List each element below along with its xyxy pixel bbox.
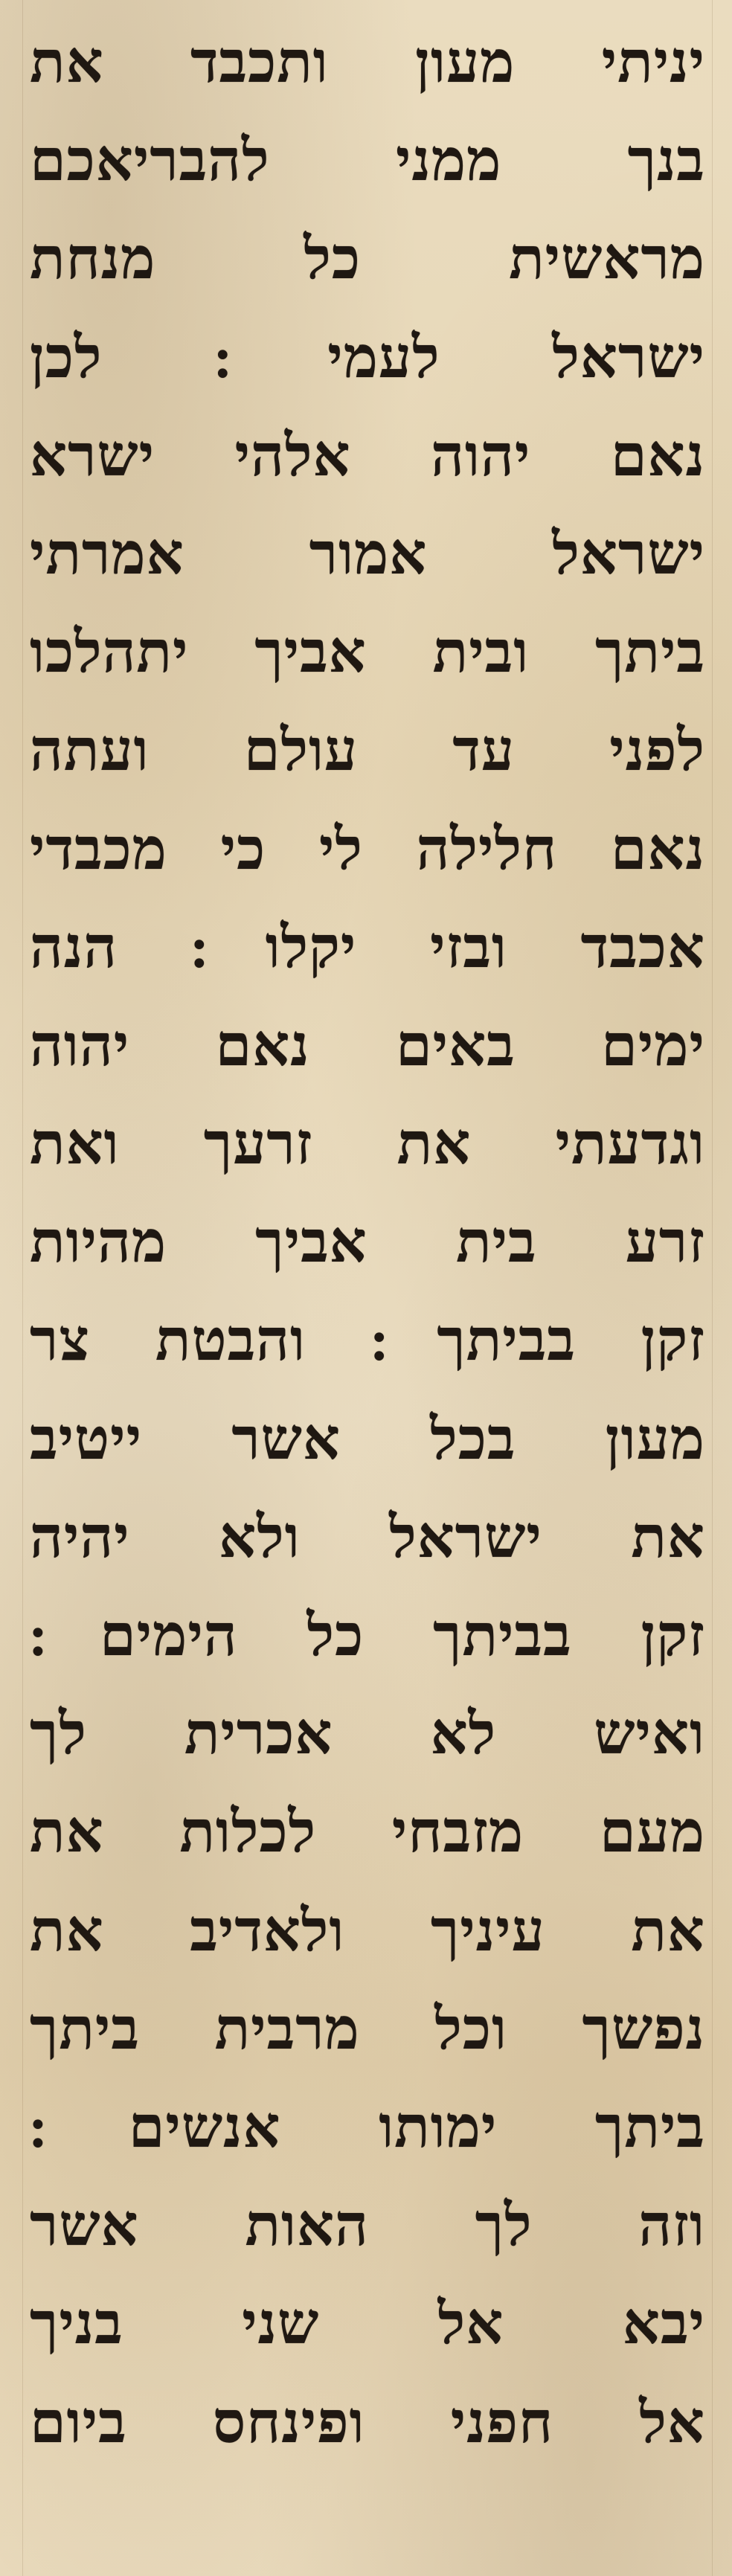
text-line-24: יבא אל שני בניך [30, 2290, 705, 2358]
text-line-8: לפני עד עולם ועתה [30, 716, 705, 785]
text-line-9: נאם חלילה לי כי מכבדי [30, 815, 705, 883]
text-line-5: נאם יהוה אלהי ישרא [30, 421, 705, 489]
text-line-13: זרע בית אביך מהיות [30, 1208, 705, 1276]
text-line-20: את עיניך ולאדיב את [30, 1896, 705, 1965]
text-line-4: ישראל לעמי ׃ לכן [30, 323, 705, 391]
text-line-19: מעם מזבחי לכלות את [30, 1798, 705, 1866]
right-ruling-line [712, 0, 713, 2576]
text-line-14: זקן בביתך ׃ והבטת צר [30, 1306, 705, 1375]
left-ruling-line [22, 0, 23, 2576]
text-line-15: מעון בכל אשר ייטיב [30, 1404, 705, 1473]
text-line-1: יניתי מעון ותכבד את [30, 28, 705, 96]
text-line-10: אכבד ובזי יקלו ׃ הנה [30, 913, 705, 981]
text-line-7: ביתך ובית אביך יתהלכו [30, 618, 705, 687]
text-line-22: ביתך ימותו אנשים ׃ [30, 2092, 705, 2161]
text-line-3: מראשית כל מנחת [30, 225, 705, 293]
text-line-21: נפשך וכל מרבית ביתך [30, 1994, 705, 2063]
text-line-25: אל חפני ופינחס ביום [30, 2388, 705, 2456]
text-line-2: בנך ממני להבריאכם [30, 126, 705, 195]
text-line-12: וגדעתי את זרעך ואת [30, 1110, 705, 1178]
text-line-23: וזה לך האות אשר [30, 2191, 705, 2260]
text-line-11: ימים באים נאם יהוה [30, 1011, 705, 1079]
text-line-16: את ישראל ולא יהיה [30, 1503, 705, 1571]
text-line-18: ואיש לא אכרית לך [30, 1700, 705, 1768]
text-line-17: זקן בביתך כל הימים ׃ [30, 1602, 705, 1669]
text-line-6: ישראל אמור אמרתי [30, 519, 705, 588]
